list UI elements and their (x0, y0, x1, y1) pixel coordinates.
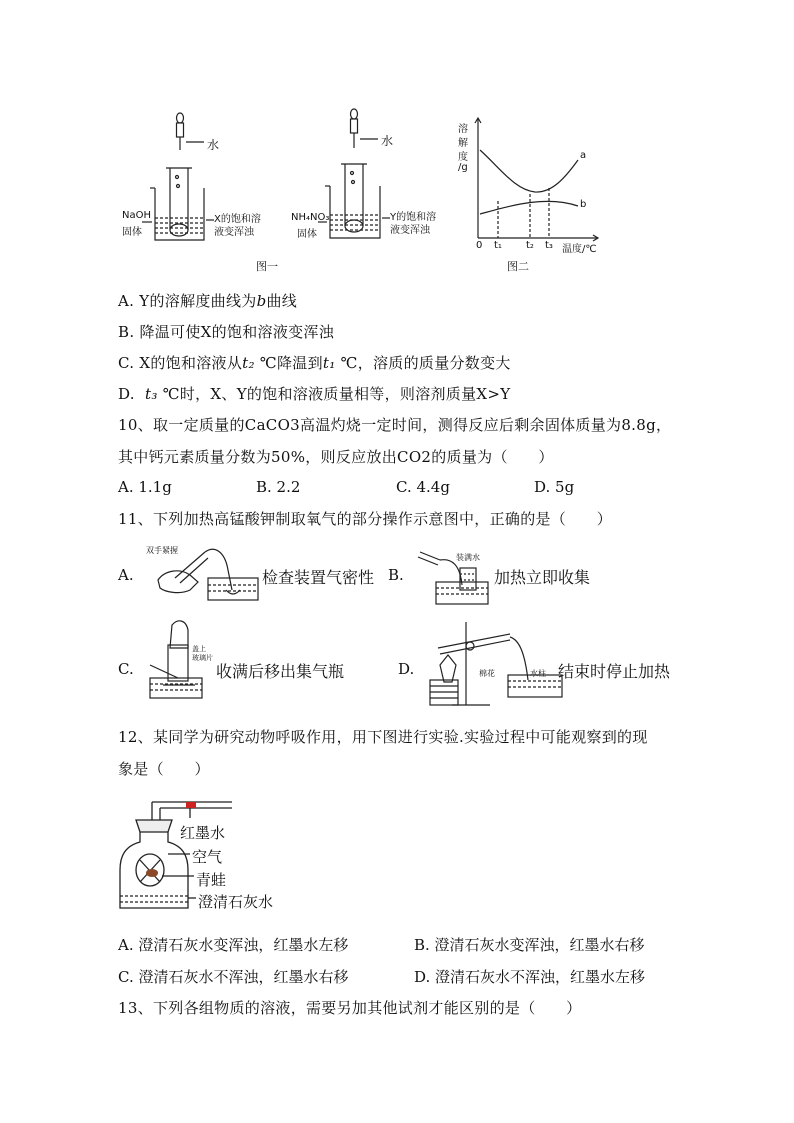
origin-label: 0 (476, 240, 483, 251)
q11-d-figure-label-2: 水柱 (530, 669, 546, 678)
water-label-2: 水 (381, 134, 394, 148)
q11-option-c-letter: C. (118, 660, 134, 678)
q12-label-air: 空气 (192, 848, 223, 866)
q12-option-b: B. 澄清石灰水变浑浊，红墨水右移 (414, 936, 645, 954)
frog-icon (146, 869, 158, 877)
q12-option-a: A. 澄清石灰水变浑浊，红墨水左移 (118, 936, 349, 954)
figure-1-caption: 图一 (256, 260, 278, 273)
red-ink-drop (186, 802, 196, 808)
xlabel: 温度/℃ (562, 244, 597, 255)
q11-option-c-text: 收满后移出集气瓶 (216, 662, 345, 681)
t2-label: t₂ (526, 240, 534, 251)
ylabel-1: 溶 (458, 124, 468, 135)
x-solution-label-2: 液变浑浊 (214, 227, 254, 238)
solid-label-1: 固体 (122, 227, 142, 238)
q9-option-b: B. 降温可使X的饱和溶液变浑浊 (118, 323, 335, 341)
solubility-graph-drawing (0, 0, 794, 300)
q11-d-figure-label-1: 棉花 (479, 669, 495, 678)
q12-label-limewater: 澄清石灰水 (198, 893, 274, 911)
curve-b-label: b (580, 199, 587, 210)
q11-c-figure-label-1: 盖上 (192, 645, 206, 653)
q10-option-b: B. 2.2 (256, 478, 301, 496)
t3-label: t₃ (545, 240, 553, 251)
solid-label-2: 固体 (297, 229, 317, 240)
q12-label-frog: 青蛙 (196, 871, 227, 889)
q12-option-d: D. 澄清石灰水不浑浊，红墨水左移 (414, 968, 646, 986)
q11-option-d-letter: D. (398, 660, 415, 678)
q12-stem-line-1: 12、某同学为研究动物呼吸作用，用下图进行实验.实验过程中可能观察到的现 (118, 728, 648, 746)
q11-option-b-text: 加热立即收集 (494, 568, 591, 587)
q11-figures (0, 530, 794, 730)
q11-b-figure-label: 装满水 (456, 553, 480, 562)
q11-option-d-text: 结束时停止加热 (558, 662, 671, 681)
q11-option-a-text: 检查装置气密性 (262, 568, 375, 587)
q11-a-figure-label: 双手紧握 (146, 546, 178, 555)
q11-option-b-letter: B. (388, 566, 404, 584)
ylabel-3: 度 (458, 152, 468, 163)
water-label-1: 水 (207, 138, 220, 152)
y-solution-label-1: Y的饱和溶 (390, 212, 437, 223)
x-solution-label-1: X的饱和溶 (214, 214, 261, 225)
y-solution-label-2: 液变浑浊 (390, 225, 430, 236)
q12-figure (0, 790, 794, 940)
q12-option-c: C. 澄清石灰水不浑浊，红墨水右移 (118, 968, 349, 986)
q12-stem-line-2: 象是（ ） (118, 760, 210, 778)
q11-c-figure-label-2: 玻璃片 (192, 654, 213, 662)
q9-option-d: D. t₃ ℃时，X、Y的饱和溶液质量相等，则溶剂质量X>Y (118, 385, 511, 403)
ylabel-4: /g (458, 162, 468, 173)
t1-label: t₁ (494, 240, 502, 251)
q9-option-c: C. X的饱和溶液从t₂ ℃降温到t₁ ℃，溶质的质量分数变大 (118, 354, 511, 372)
ylabel-2: 解 (458, 138, 468, 149)
q12-label-ink: 红墨水 (180, 824, 226, 842)
nh4no3-label: NH₄NO₃ (291, 212, 330, 223)
q11-option-a-letter: A. (118, 566, 134, 584)
q11-stem: 11、下列加热高锰酸钾制取氧气的部分操作示意图中，正确的是（ ） (118, 510, 612, 528)
q10-option-d: D. 5g (534, 478, 575, 496)
q13-stem: 13、下列各组物质的溶液，需要另加其他试剂才能区别的是（ ） (118, 999, 582, 1017)
q10-option-a: A. 1.1g (118, 478, 172, 496)
q9-option-a: A. Y的溶解度曲线为b曲线 (118, 292, 298, 310)
figure-2-caption: 图二 (507, 260, 529, 273)
q10-stem-line-2: 其中钙元素质量分数为50%，则反应放出CO2的质量为（ ） (118, 448, 554, 466)
q10-option-c: C. 4.4g (396, 478, 450, 496)
naoh-label: NaOH (122, 210, 151, 221)
curve-a-label: a (580, 150, 587, 161)
q10-stem-line-1: 10、取一定质量的CaCO3高温灼烧一定时间，测得反应后剩余固体质量为8.8g， (118, 416, 672, 434)
